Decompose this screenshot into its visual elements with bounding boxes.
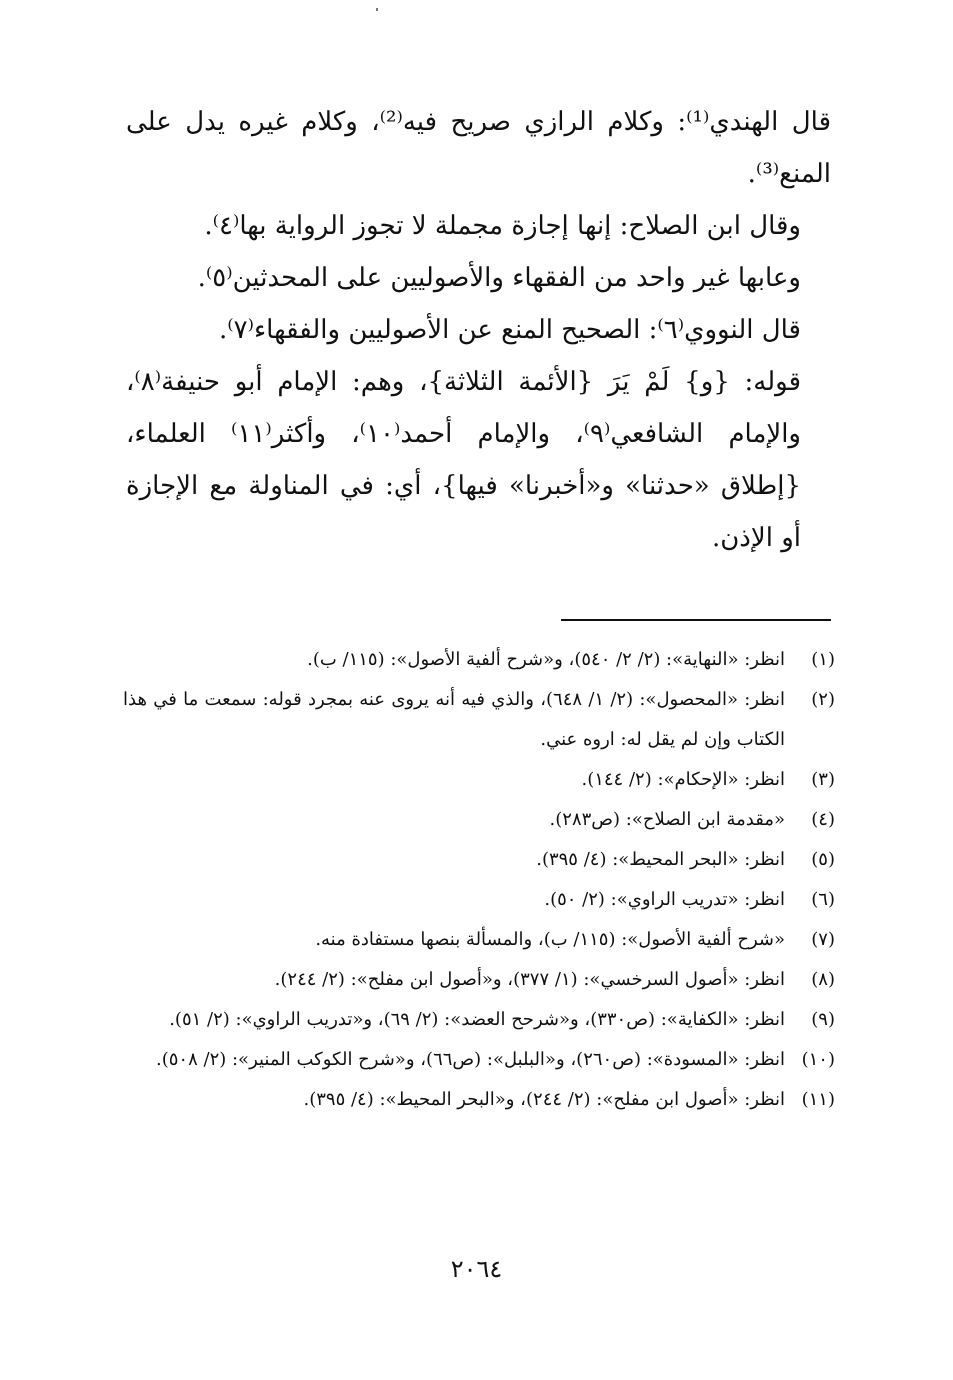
footnote-number: (٩)	[811, 1009, 835, 1030]
paragraph-3: وعابها غير واحد من الفقهاء والأصوليين على المحدثين⁽٥⁾.	[197, 263, 801, 293]
footnote-text: انظر: «الإحكام»: (٢/ ١٤٤).	[581, 769, 785, 790]
footnote-text: انظر: «تدريب الراوي»: (٢/ ٥٠).	[544, 889, 785, 910]
footnote-text: انظر: «أصول السرخسي»: (١/ ٣٧٧)، و«أصول ابن مفلح»: (٢/ ٢٤٤).	[274, 969, 785, 990]
scan-mark	[376, 8, 378, 11]
footnote-text: انظر: «الكفاية»: (ص٣٣٠)، و«شرحح العضد»: (٢/ ٦٩)، و«تدريب الراوي»: (٢/ ٥١).	[169, 1009, 785, 1030]
paragraph-4: قال النووي⁽٦⁾: الصحيح المنع عن الأصوليين والفقهاء⁽٧⁾.	[218, 315, 801, 345]
footnote	[123, 840, 835, 880]
footnote	[123, 680, 835, 760]
footnote-number: (١١)	[801, 1089, 835, 1110]
footnotes-list	[123, 640, 835, 1120]
footnote-text: انظر: «أصول ابن مفلح»: (٢/ ٢٤٤)، و«البحر المحيط»: (٤/ ٣٩٥).	[303, 1089, 785, 1110]
footnote-text: انظر: «المسودة»: (ص٢٦٠)، و«البلبل»: (ص٦٦)، و«شرح الكوكب المنير»: (٢/ ٥٠٨).	[156, 1049, 785, 1070]
footnote-text: «شرح ألفية الأصول»: (١١٥/ ب)، والمسألة بنصها مستفادة منه.	[315, 929, 785, 950]
main-text	[126, 96, 831, 564]
footnote-number: (٥)	[811, 849, 835, 870]
footnote-separator	[561, 619, 831, 621]
paragraph-2: وقال ابن الصلاح: إنها إجازة مجملة لا تجوز الرواية بها⁽٤⁾.	[204, 211, 801, 241]
footnote-number: (٦)	[811, 889, 835, 910]
footnote	[123, 760, 835, 800]
footnote	[123, 1080, 835, 1120]
footnote	[123, 1040, 835, 1080]
footnote-number: (٧)	[811, 929, 835, 950]
footnote-text: انظر: «المحصول»: (٢/ ١/ ٦٤٨)، والذي فيه أنه يروى عنه بمجرد قوله: سمعت ما في هذا الكتاب وإن لم يقل له: اروه عني.	[123, 689, 786, 750]
footnote	[123, 920, 835, 960]
footnote-number: (١٠)	[801, 1049, 835, 1070]
footnote-text: انظر: «النهاية»: (٢/ ٢/ ٥٤٠)، و«شرح ألفية الأصول»: (١١٥/ ب).	[307, 649, 785, 670]
footnote-text: انظر: «البحر المحيط»: (٤/ ٣٩٥).	[536, 849, 785, 870]
footnote	[123, 640, 835, 680]
footnote-number: (٢)	[811, 689, 835, 710]
footnote-number: (٤)	[811, 809, 835, 830]
footnote-number: (١)	[811, 649, 835, 670]
footnote	[123, 880, 835, 920]
footnote	[123, 1000, 835, 1040]
footnote	[123, 960, 835, 1000]
footnote-text: «مقدمة ابن الصلاح»: (ص٢٨٣).	[549, 809, 785, 830]
footnote	[123, 800, 835, 840]
paragraph-5: قوله: {و} لَمْ يَرَ {الأئمة الثلاثة}، وهم: الإمام أبو حنيفة⁽٨⁾، والإمام الشافعي⁽٩⁾، والإمام أحمد⁽١٠⁾، وأكثر⁽١١⁾ العلماء، {إطلاق «حدثنا» و«أخبرنا» فيها}، أي: في المناولة مع الإجازة أو الإذن.	[126, 367, 801, 553]
page-number: ٢٠٦٤	[450, 1255, 503, 1283]
footnote-number: (٣)	[811, 769, 835, 790]
footnote-number: (٨)	[811, 969, 835, 990]
paragraph-1: قال الهندي⁽¹⁾: وكلام الرازي صريح فيه⁽²⁾، وكلام غيره يدل على المنع⁽³⁾.	[126, 107, 831, 189]
